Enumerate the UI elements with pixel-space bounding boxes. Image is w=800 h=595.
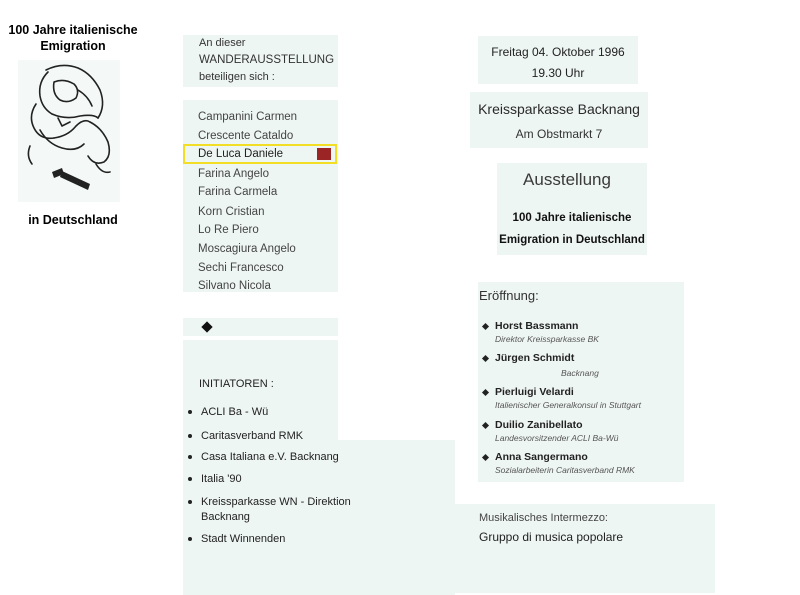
initiators-heading: INITIATOREN : [199,378,274,390]
artist-name: Crescente Cataldo [198,130,294,142]
sidebar-subtitle: in Deutschland [28,213,118,227]
speaker-name: Duilio Zanibellato [495,419,583,431]
opening-label: Eröffnung: [479,288,539,303]
bullet-icon [188,410,192,414]
speaker-name: Anna Sangermano [495,451,588,463]
exhibition-title-line1: 100 Jahre italienische [512,212,632,224]
speaker-role: Sozialarbeiterin Caritasverband RMK [495,465,635,475]
sidebar-title-line2: Emigration [40,39,106,53]
venue-address: Am Obstmarkt 7 [515,127,603,141]
artist-name: Moscagiura Angelo [198,243,296,255]
bullet-icon [188,537,192,541]
bullet-icon [188,455,192,459]
speaker-role: Italienischer Generalkonsul in Stuttgart [495,400,641,410]
intro-line2: WANDERAUSSTELLUNG [199,54,335,66]
exhibition-title-line2: Emigration in Deutschland [499,234,645,246]
highlighted-artist [183,144,337,164]
music-label: Musikalisches Intermezzo: [479,512,608,524]
music-group: Gruppo di musica popolare [479,530,624,544]
bullet-icon [188,434,192,438]
artist-name: Farina Angelo [198,168,269,180]
speaker-role: Direktor Kreissparkasse BK [495,334,599,344]
speaker-name: Jürgen Schmidt [495,352,575,364]
artist-name: De Luca Daniele [198,148,284,160]
marker-square-icon [317,148,331,160]
artist-name: Korn Cristian [198,206,265,218]
event-date: Freitag 04. Oktober 1996 [491,45,625,59]
speaker-role: Backnang [561,368,599,378]
bullet-icon [188,500,192,504]
intro-line1: An dieser [199,37,246,49]
sidebar-title-line1: 100 Jahre italienische [8,23,138,37]
emigrant-sketch-image [18,60,120,202]
speaker-name: Pierluigi Velardi [495,386,574,398]
artist-name: Farina Carmela [198,186,278,198]
venue-name: Kreissparkasse Backnang [478,101,640,117]
speaker-name: Horst Bassmann [495,320,579,332]
bullet-icon [188,477,192,481]
artist-name: Silvano Nicola [198,280,271,292]
emigrant-figure-icon [18,60,120,202]
artist-name: Lo Re Piero [198,224,259,236]
event-time: 19.30 Uhr [531,66,585,80]
artist-name: Campanini Carmen [198,111,298,123]
intro-line3: beteiligen sich : [199,71,275,83]
artist-name: Sechi Francesco [198,262,284,274]
speaker-role: Landesvorsitzender ACLI Ba-Wü [495,433,619,443]
exhibition-label: Ausstellung [523,170,611,189]
